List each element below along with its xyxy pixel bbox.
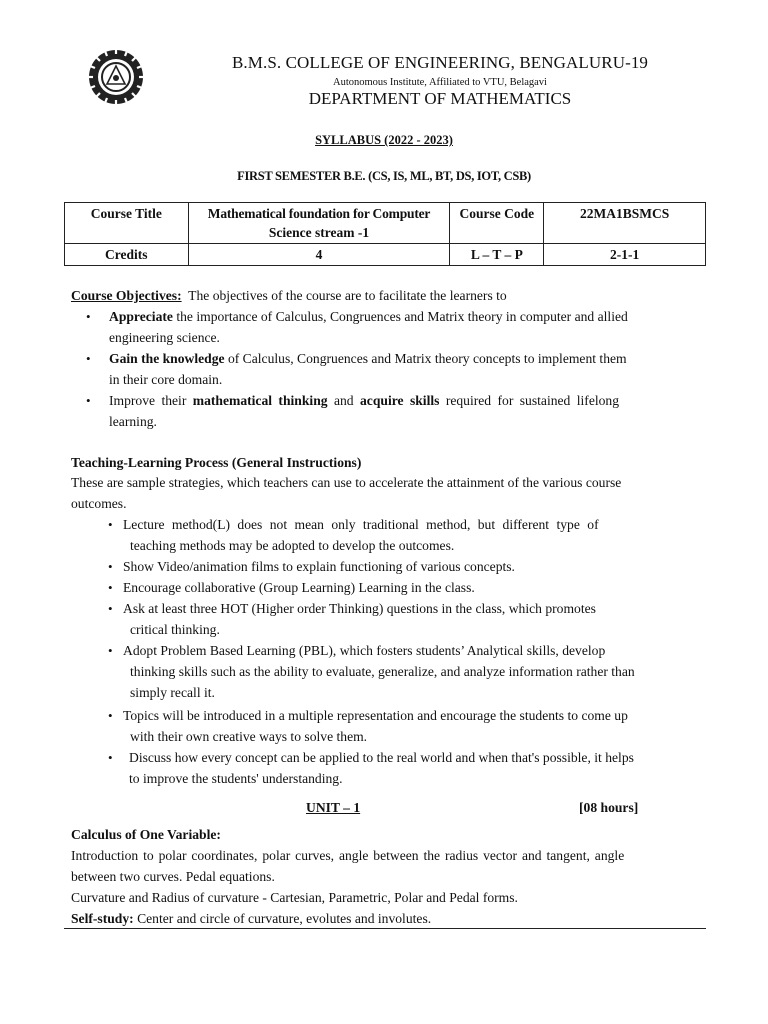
course-table <box>64 202 706 266</box>
bottom-divider <box>64 928 706 929</box>
unit-content <box>71 845 711 929</box>
course-title-line-1: Mathematical foundation for Computer <box>207 206 431 221</box>
teaching-item-2 <box>123 556 703 577</box>
teaching-item-1 <box>123 514 703 556</box>
bullet-icon: • <box>108 750 113 765</box>
objective-bold: mathematical thinking <box>192 393 328 408</box>
teaching-item-line: to improve the students' understanding. <box>129 771 343 786</box>
college-affiliation: Autonomous Institute, Affiliated to VTU, Belagavi <box>333 77 547 88</box>
college-name: B.M.S. COLLEGE OF ENGINEERING, BENGALURU-19 <box>231 53 649 72</box>
objective-bold: acquire skills <box>360 393 440 408</box>
syllabus-title: SYLLABUS (2022 - 2023) <box>315 133 453 147</box>
objective-item-2 <box>109 348 709 390</box>
teaching-intro-line-2: outcomes. <box>71 496 127 511</box>
teaching-item-line: Ask at least three HOT (Higher order Thinking) questions in the class, which promotes <box>123 601 596 616</box>
teaching-intro <box>71 472 711 514</box>
teaching-item-line: teaching methods may be adopted to develop the outcomes. <box>130 538 455 553</box>
objective-bold: Gain the knowledge <box>109 351 225 366</box>
objective-text: of Calculus, Congruences and Matrix theory concepts to implement them <box>224 351 627 366</box>
objective-text-cont: learning. <box>109 414 157 429</box>
table-row <box>65 203 706 244</box>
objective-text-cont: engineering science. <box>109 330 220 345</box>
teaching-item-line: Adopt Problem Based Learning (PBL), which fosters students’ Analytical skills, develop <box>123 643 606 658</box>
bullet-icon: • <box>86 351 91 366</box>
objective-text-cont: in their core domain. <box>109 372 223 387</box>
course-code-value: 22MA1BSMCS <box>544 203 706 244</box>
teaching-item-5 <box>123 640 703 703</box>
bullet-icon: • <box>86 393 91 408</box>
teaching-item-3 <box>123 577 703 598</box>
credits-value: 4 <box>188 244 450 266</box>
objective-text: required for sustained lifelong <box>439 393 620 408</box>
unit-para-line: Introduction to polar coordinates, polar curves, angle between the radius vector and tangent, angle <box>71 848 625 863</box>
objective-text: and <box>327 393 360 408</box>
objective-item-3 <box>109 390 709 432</box>
bullet-icon: • <box>108 643 113 658</box>
course-title-label: Course Title <box>65 203 189 244</box>
teaching-item-4 <box>123 598 703 640</box>
objective-text: the importance of Calculus, Congruences and Matrix theory in computer and allied <box>172 309 628 324</box>
teaching-item-line: Topics will be introduced in a multiple representation and encourage the students to come up <box>123 708 628 723</box>
course-title-line-2: Science stream -1 <box>268 225 370 240</box>
teaching-intro-line-1: These are sample strategies, which teachers can use to accelerate the attainment of the various course <box>71 475 622 490</box>
credits-label: Credits <box>65 244 189 266</box>
bullet-icon: • <box>108 708 113 723</box>
self-study-text: Center and circle of curvature, evolutes and involutes. <box>133 911 432 926</box>
department-name: DEPARTMENT OF MATHEMATICS <box>308 89 572 108</box>
bullet-icon: • <box>86 309 91 324</box>
self-study-label: Self-study: <box>71 911 134 926</box>
bullet-icon: • <box>108 517 113 532</box>
objectives-intro: The objectives of the course are to facilitate the learners to <box>188 288 507 303</box>
table-row <box>65 244 706 266</box>
unit-title: UNIT – 1 <box>306 800 361 815</box>
teaching-item-line: simply recall it. <box>130 685 215 700</box>
bullet-icon: • <box>108 601 113 616</box>
ltp-label: L – T – P <box>450 244 544 266</box>
objectives-heading: Course Objectives: <box>71 288 182 303</box>
unit-hours: [08 hours] <box>579 800 639 815</box>
objectives-line <box>71 285 507 306</box>
bullet-icon: • <box>108 580 113 595</box>
course-code-label: Course Code <box>450 203 544 244</box>
unit-topic-heading: Calculus of One Variable: <box>71 827 221 842</box>
teaching-item-line: Encourage collaborative (Group Learning) Learning in the class. <box>123 580 475 595</box>
teaching-item-line: Show Video/animation films to explain functioning of various concepts. <box>123 559 515 574</box>
objective-item-1 <box>109 306 709 348</box>
bullet-icon: • <box>108 559 113 574</box>
unit-para-line: Curvature and Radius of curvature - Cartesian, Parametric, Polar and Pedal forms. <box>71 890 518 905</box>
college-logo <box>87 48 145 106</box>
teaching-item-line: critical thinking. <box>130 622 220 637</box>
teaching-item-line: thinking skills such as the ability to evaluate, generalize, and analyze information rather than <box>130 664 635 679</box>
teaching-item-line: with their own creative ways to solve them. <box>130 729 368 744</box>
unit-para-line: between two curves. Pedal equations. <box>71 869 275 884</box>
course-title-value <box>188 203 450 244</box>
teaching-item-6 <box>123 705 703 747</box>
semester-title: FIRST SEMESTER B.E. (CS, IS, ML, BT, DS, IOT, CSB) <box>237 169 531 183</box>
ltp-value: 2-1-1 <box>544 244 706 266</box>
teaching-heading: Teaching-Learning Process (General Instructions) <box>71 455 362 470</box>
objective-text: Improve their <box>109 393 193 408</box>
teaching-item-7 <box>129 747 704 789</box>
teaching-item-line: Discuss how every concept can be applied to the real world and when that's possible, it helps <box>129 750 634 765</box>
objective-bold: Appreciate <box>109 309 173 324</box>
self-study-line <box>71 908 711 929</box>
teaching-item-line: Lecture method(L) does not mean only traditional method, but different type of <box>123 517 599 532</box>
